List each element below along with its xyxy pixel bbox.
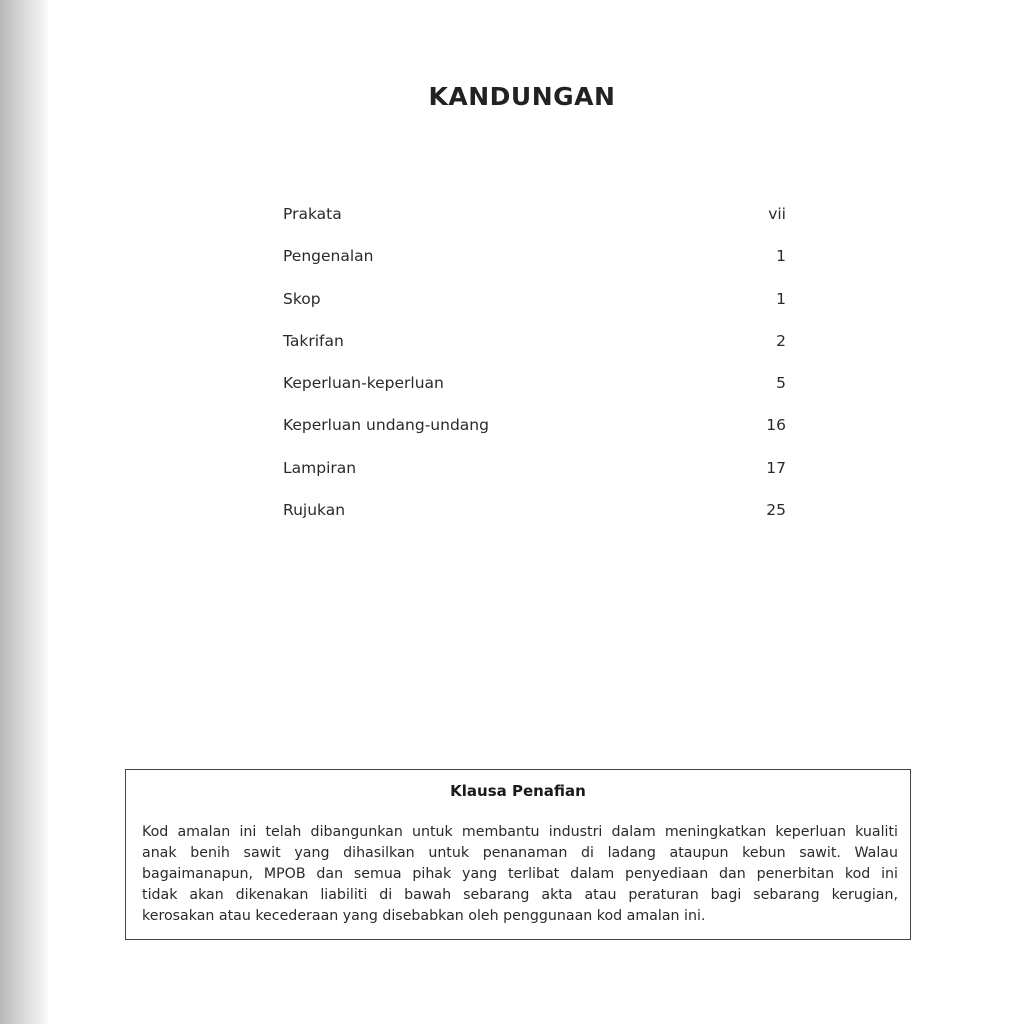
toc-entry-page: 17: [766, 458, 786, 477]
toc-entry-page: 5: [776, 374, 786, 393]
toc-entry-page: 1: [776, 289, 786, 308]
toc-entry-page: 25: [766, 501, 786, 520]
toc-entry[interactable]: [283, 205, 786, 247]
toc-entry-label: Skop: [283, 289, 321, 308]
toc-entry[interactable]: [283, 416, 786, 458]
disclaimer-line: Kod amalan ini telah dibangunkan untuk membantu industri dalam meningkatkan keperluan kualiti: [142, 824, 898, 840]
toc-entry[interactable]: [283, 374, 786, 416]
page-title: KANDUNGAN: [428, 82, 616, 111]
table-of-contents: [283, 205, 786, 543]
toc-entry[interactable]: [283, 290, 786, 332]
scan-page-edge-shadow: [0, 0, 48, 1024]
toc-entry[interactable]: [283, 332, 786, 374]
toc-entry-label: Lampiran: [283, 458, 357, 477]
toc-entry-label: Keperluan-keperluan: [283, 374, 444, 393]
toc-entry-page: 2: [776, 331, 786, 350]
toc-entry-label: Pengenalan: [283, 247, 374, 266]
disclaimer-line: anak benih sawit yang dihasilkan untuk penanaman di ladang ataupun kebun sawit. Walau: [142, 845, 898, 861]
toc-entry-label: Keperluan undang-undang: [283, 416, 489, 435]
disclaimer-title: Klausa Penafian: [450, 782, 586, 800]
toc-entry-label: Rujukan: [283, 501, 346, 520]
toc-entry-page: 1: [776, 247, 786, 266]
disclaimer-text: [142, 822, 898, 927]
toc-entry[interactable]: [283, 501, 786, 543]
disclaimer-box: [125, 769, 911, 940]
toc-entry-label: Takrifan: [283, 331, 344, 350]
toc-entry[interactable]: [283, 247, 786, 289]
toc-entry[interactable]: [283, 459, 786, 501]
disclaimer-line: bagaimanapun, MPOB dan semua pihak yang terlibat dalam penyediaan dan penerbitan kod ini: [142, 866, 898, 882]
toc-entry-label: Prakata: [283, 205, 342, 223]
toc-entry-page: vii: [768, 205, 786, 223]
disclaimer-line: kerosakan atau kecederaan yang disebabkan oleh penggunaan kod amalan ini.: [142, 908, 706, 924]
disclaimer-line: tidak akan dikenakan liabiliti di bawah sebarang akta atau peraturan bagi sebarang kerugian,: [142, 887, 898, 903]
toc-entry-page: 16: [766, 416, 786, 435]
